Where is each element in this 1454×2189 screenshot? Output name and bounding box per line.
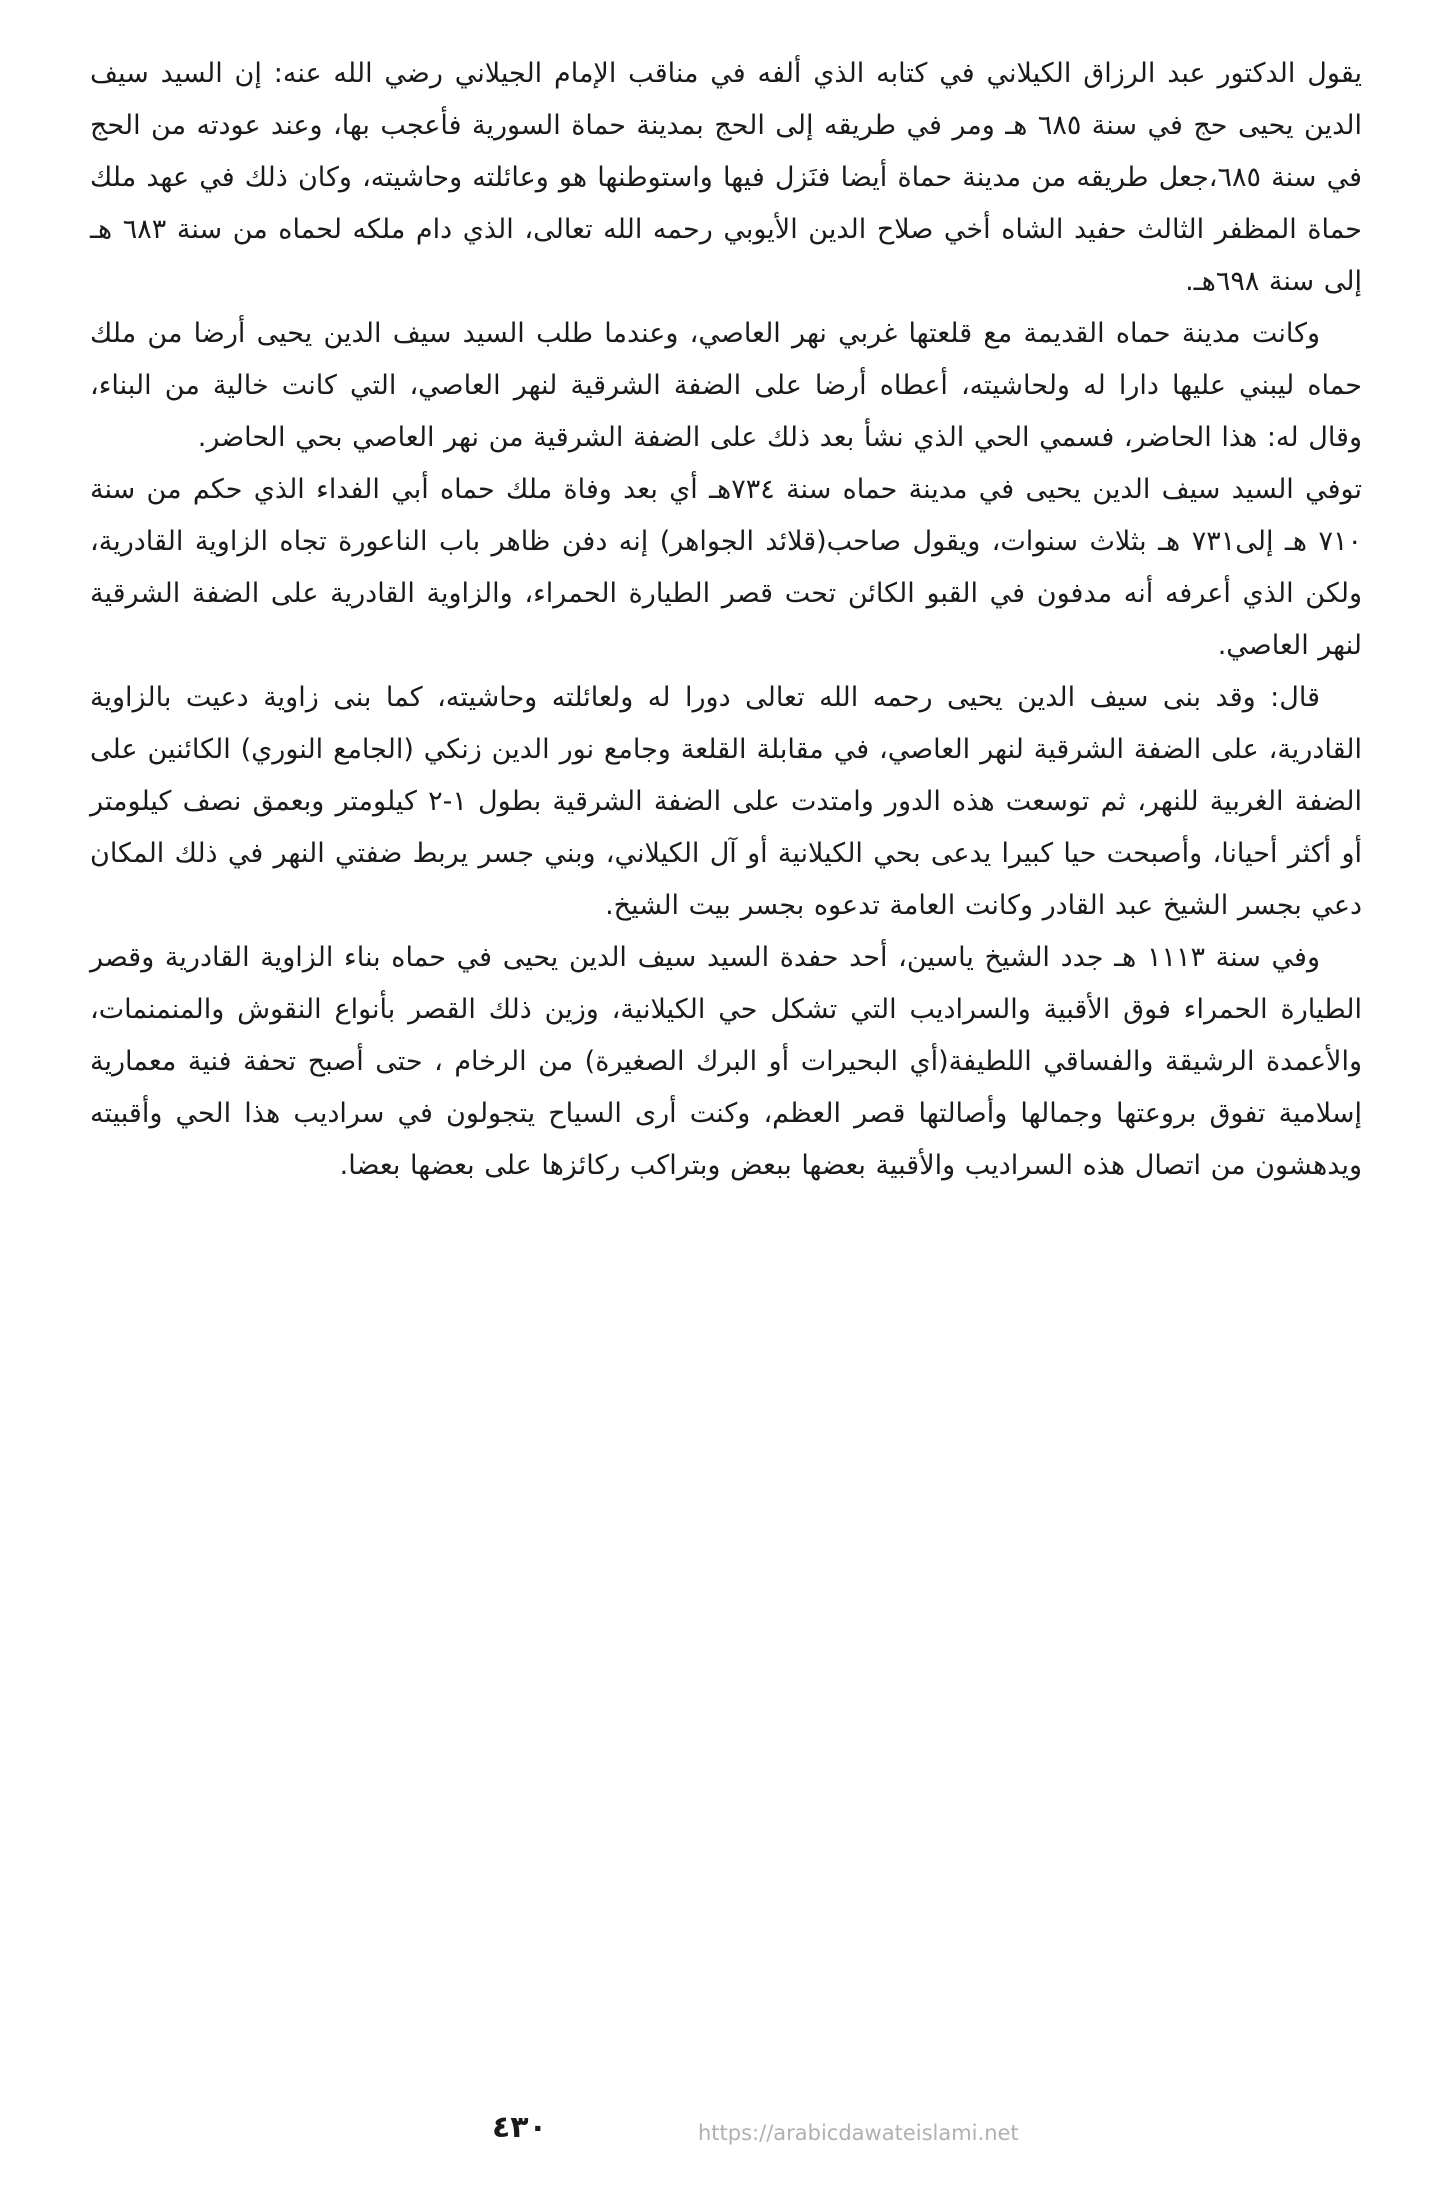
paragraph-2: وكانت مدينة حماه القديمة مع قلعتها غربي نهر العاصي، وعندما طلب السيد سيف الدين يحيى أرضا من ملك حماه ليبني عليها دارا له ولحاشيته، أعطاه أرضا على الضفة الشرقية لنهر العاصي، التي كانت خالية من البناء، وقال له: هذا الحاضر، فسمي الحي الذي نشأ بعد ذلك على الضفة الشرقية من نهر العاصي بحي الحاضر.: [90, 318, 1362, 453]
paragraph-4: قال: وقد بنى سيف الدين يحيى رحمه الله تعالى دورا له ولعائلته وحاشيته، كما بنى زاوية دعيت بالزاوية القادرية، على الضفة الشرقية لنهر العاصي، في مقابلة القلعة وجامع نور الدين زنكي (الجامع النوري) الكائنين على الضفة الغربية للنهر، ثم توسعت هذه الدور وامتدت على الضفة الشرقية بطول ١-٢ كيلومتر وبعمق نصف كيلومتر أو أكثر أحيانا، وأصبحت حيا كبيرا يدعى بحي الكيلانية أو آل الكيلاني، وبني جسر يربط ضفتي النهر في ذلك المكان دعي بجسر الشيخ عبد القادر وكانت العامة تدعوه بجسر بيت الشيخ.: [90, 682, 1362, 921]
watermark-url: https://arabicdawateislami.net: [698, 2121, 1019, 2145]
paragraph-1: يقول الدكتور عبد الرزاق الكيلاني في كتابه الذي ألفه في مناقب الإمام الجيلاني رضي الله عنه: إن السيد سيف الدين يحيى حج في سنة ٦٨٥ هـ ومر في طريقه إلى الحج بمدينة حماة السورية فأعجب بها، وعند عودته من الحج في سنة ٦٨٥،جعل طريقه من مدينة حماة أيضا فنَزل فيها واستوطنها هو وعائلته وحاشيته، وكان ذلك في عهد ملك حماة المظفر الثالث حفيد الشاه أخي صلاح الدين الأيوبي رحمه الله تعالى، الذي دام ملكه لحماه من سنة ٦٨٣ هـ إلى سنة ٦٩٨هـ.: [90, 58, 1362, 297]
page-number: ٤٣٠: [492, 2110, 547, 2145]
paragraph-3: توفي السيد سيف الدين يحيى في مدينة حماه سنة ٧٣٤هـ أي بعد وفاة ملك حماه أبي الفداء الذي حكم من سنة ٧١٠ هـ إلى٧٣١ هـ بثلاث سنوات، ويقول صاحب(قلائد الجواهر) إنه دفن ظاهر باب الناعورة تجاه الزاوية القادرية، ولكن الذي أعرفه أنه مدفون في القبو الكائن تحت قصر الطيارة الحمراء، والزاوية القادرية على الضفة الشرقية لنهر العاصي.: [90, 474, 1362, 661]
paragraph-5: وفي سنة ١١١٣ هـ جدد الشيخ ياسين، أحد حفدة السيد سيف الدين يحيى في حماه بناء الزاوية القادرية وقصر الطيارة الحمراء فوق الأقبية والسراديب التي تشكل حي الكيلانية، وزين ذلك القصر بأنواع النقوش والمنمنمات، والأعمدة الرشيقة والفساقي اللطيفة(أي البحيرات أو البرك الصغيرة) من الرخام ، حتى أصبح تحفة فنية معمارية إسلامية تفوق بروعتها وجمالها وأصالتها قصر العظم، وكنت أرى السياح يتجولون في سراديب هذا الحي وأقبيته ويدهشون من اتصال هذه السراديب والأقبية بعضها ببعض وبتراكب ركائزها على بعضها بعضا.: [90, 942, 1362, 1181]
body-text: [90, 48, 1362, 1192]
